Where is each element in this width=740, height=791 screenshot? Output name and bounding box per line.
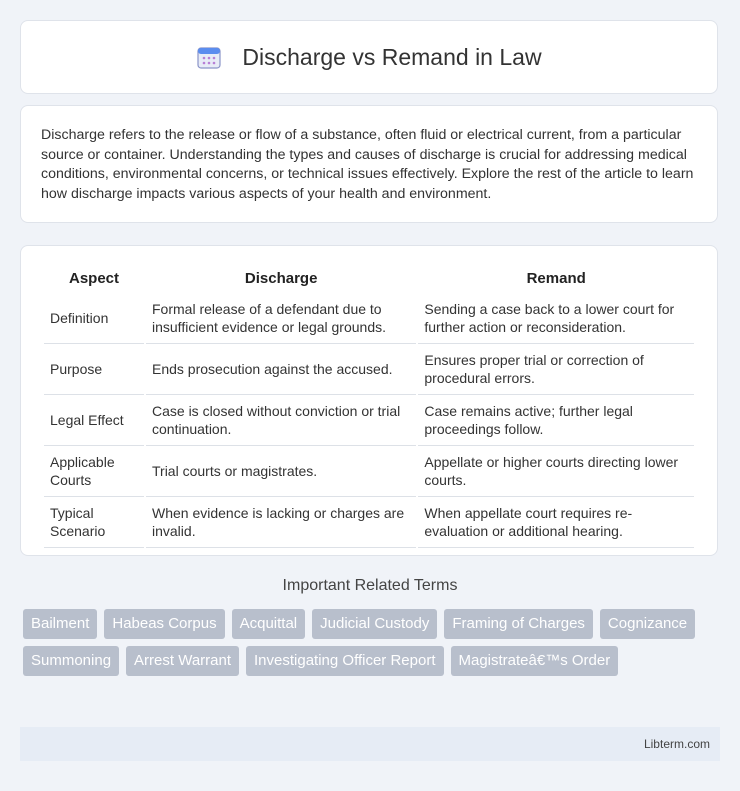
table-row: [44, 293, 694, 344]
related-terms-list: [23, 609, 723, 683]
column-header-discharge: Discharge: [244, 270, 318, 287]
calendar-icon: [196, 44, 222, 70]
table-cell: Appellate or higher courts directing lower courts.: [418, 446, 694, 497]
term-tag[interactable]: Summoning: [23, 646, 119, 676]
table-cell: Applicable Courts: [44, 446, 144, 497]
table-cell: Sending a case back to a lower court for further action or reconsideration.: [418, 293, 694, 344]
table-cell: Definition: [44, 293, 144, 344]
table-cell: Ends prosecution against the accused.: [146, 344, 416, 395]
intro-card: [20, 105, 718, 223]
table-cell: Purpose: [44, 344, 144, 395]
footer: [20, 727, 720, 761]
column-header-aspect: Aspect: [68, 270, 120, 287]
table-row: [44, 344, 694, 395]
footer-site-link[interactable]: Libterm.com: [643, 737, 710, 751]
table-row: [44, 497, 694, 548]
table-cell: When evidence is lacking or charges are invalid.: [146, 497, 416, 548]
comparison-table-card: [20, 245, 718, 556]
table-cell: Formal release of a defendant due to insufficient evidence or legal grounds.: [146, 293, 416, 344]
table-cell: When appellate court requires re-evaluation or additional hearing.: [418, 497, 694, 548]
table-cell: Trial courts or magistrates.: [146, 446, 416, 497]
table-cell: Ensures proper trial or correction of procedural errors.: [418, 344, 694, 395]
table-cell: Typical Scenario: [44, 497, 144, 548]
intro-paragraph: Discharge refers to the release or flow of a substance, often fluid or electrical current, from a particular source or container. Understanding the types and causes of discharge is crucial for addressing medical conditions, environmental concerns, or technical issues effectively. Explore the rest of the article to learn how discharge impacts various aspects of your health and environment.: [41, 127, 694, 202]
comparison-table: [42, 264, 696, 548]
term-tag[interactable]: Framing of Charges: [444, 609, 593, 639]
term-tag[interactable]: Magistrateâ€™s Order: [451, 646, 619, 676]
table-header-row: [44, 264, 694, 293]
related-terms-title: Important Related Terms: [282, 577, 458, 594]
column-header-remand: Remand: [526, 270, 586, 287]
term-tag[interactable]: Cognizance: [600, 609, 695, 639]
term-tag[interactable]: Bailment: [23, 609, 97, 639]
term-tag[interactable]: Judicial Custody: [312, 609, 437, 639]
table-cell: Case is closed without conviction or trial continuation.: [146, 395, 416, 446]
table-cell: Case remains active; further legal proceedings follow.: [418, 395, 694, 446]
table-cell: Legal Effect: [44, 395, 144, 446]
term-tag[interactable]: Habeas Corpus: [104, 609, 224, 639]
term-tag[interactable]: Acquittal: [232, 609, 306, 639]
term-tag[interactable]: Investigating Officer Report: [246, 646, 443, 676]
header-card: [20, 20, 718, 94]
table-row: [44, 446, 694, 497]
table-row: [44, 395, 694, 446]
term-tag[interactable]: Arrest Warrant: [126, 646, 239, 676]
page-title: Discharge vs Remand in Law: [242, 43, 542, 70]
